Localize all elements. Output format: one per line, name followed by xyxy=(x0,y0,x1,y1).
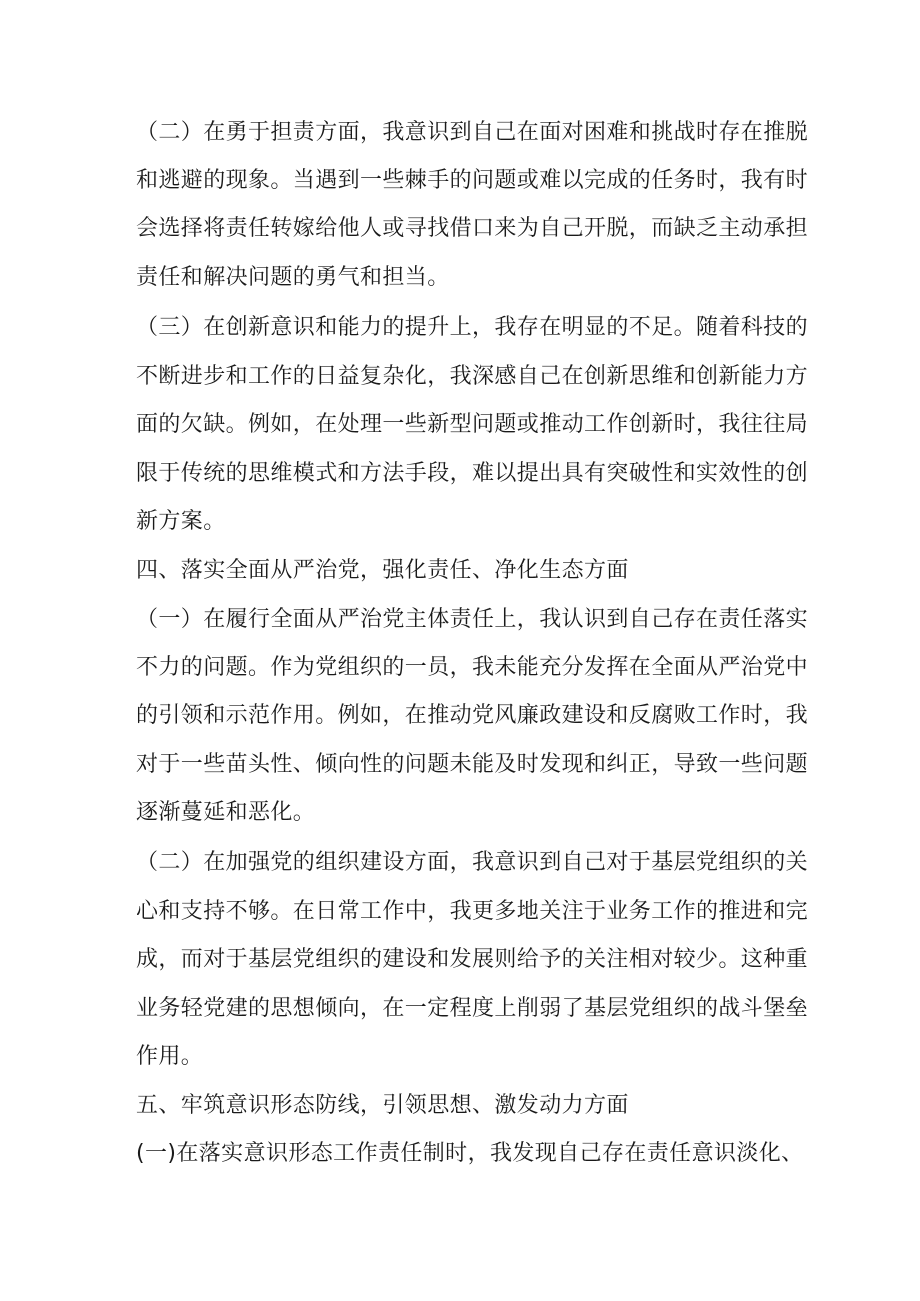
text-line: 成，而对于基层党组织的建设和发展则给予的关注相对较少。这种重 xyxy=(136,947,809,972)
text-line: （一）在履行全面从严治党主体责任上，我认识到自己存在责任落实 xyxy=(136,607,809,632)
text-line: 和逃避的现象。当遇到一些棘手的问题或难以完成的任务时，我有时 xyxy=(136,168,809,193)
text-line: 对于一些苗头性、倾向性的问题未能及时发现和纠正，导致一些问题 xyxy=(136,752,809,777)
text-line: 新方案。 xyxy=(136,509,226,534)
section-heading: 五、牢筑意识形态防线，引领思想、激发动力方面 xyxy=(136,1093,629,1118)
text-line: （三）在创新意识和能力的提升上，我存在明显的不足。随着科技的 xyxy=(136,315,809,340)
text-line: (一)在落实意识形态工作责任制时，我发现自己存在责任意识淡化、 xyxy=(136,1141,804,1166)
section-heading: 四、落实全面从严治党，强化责任、净化生态方面 xyxy=(136,558,629,583)
text-line: 不断进步和工作的日益复杂化，我深感自己在创新思维和创新能力方 xyxy=(136,364,809,389)
text-line: 作用。 xyxy=(136,1044,204,1069)
text-line: （二）在勇于担责方面，我意识到自己在面对困难和挑战时存在推脱 xyxy=(136,120,809,145)
text-line: 面的欠缺。例如，在处理一些新型问题或推动工作创新时，我往往局 xyxy=(136,412,809,437)
text-line: 心和支持不够。在日常工作中，我更多地关注于业务工作的推进和完 xyxy=(136,899,809,924)
text-line: 会选择将责任转嫁给他人或寻找借口来为自己开脱，而缺乏主动承担 xyxy=(136,216,809,241)
text-line: 逐渐蔓延和恶化。 xyxy=(136,800,316,825)
text-line: 限于传统的思维模式和方法手段，难以提出具有突破性和实效性的创 xyxy=(136,461,809,486)
text-line: （二）在加强党的组织建设方面，我意识到自己对于基层党组织的关 xyxy=(136,850,809,875)
text-line: 责任和解决问题的勇气和担当。 xyxy=(136,265,450,290)
text-line: 业务轻党建的思想倾向，在一定程度上削弱了基层党组织的战斗堡垒 xyxy=(136,996,809,1021)
text-line: 的引领和示范作用。例如，在推动党风廉政建设和反腐败工作时，我 xyxy=(136,703,809,728)
text-line: 不力的问题。作为党组织的一员，我未能充分发挥在全面从严治党中 xyxy=(136,655,809,680)
